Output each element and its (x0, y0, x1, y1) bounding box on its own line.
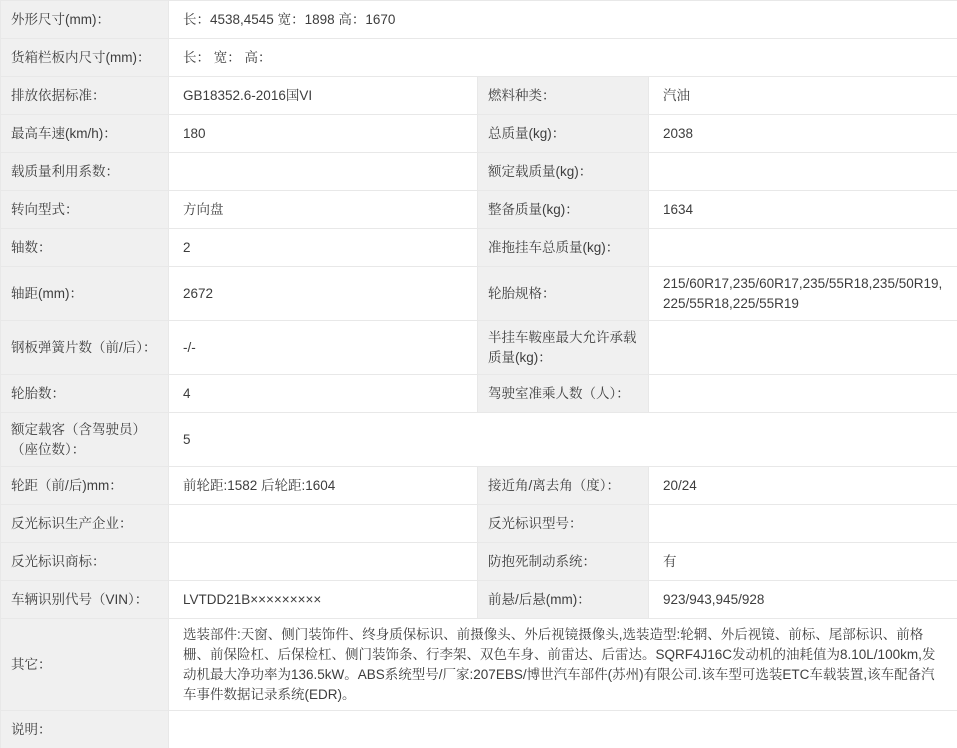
value-reflective-marking-model (649, 505, 957, 543)
value-steering-type: 方向盘 (169, 191, 478, 229)
value-load-utilization-factor (169, 153, 478, 191)
table-row-speed-mass (1, 115, 957, 153)
value-rated-load-mass (649, 153, 957, 191)
value-cargo-box-inner-dimensions: 长： 宽： 高： (169, 39, 957, 77)
table-row-leaf-spring-fifth-wheel (1, 321, 957, 375)
label-cab-seating-capacity: 驾驶室准乘人数（人）： (478, 375, 649, 413)
value-abs-system: 有 (649, 543, 957, 581)
value-tire-count: 4 (169, 375, 478, 413)
value-max-speed: 180 (169, 115, 478, 153)
label-wheelbase: 轴距(mm)： (1, 267, 169, 321)
label-emission-standard: 排放依据标准： (1, 77, 169, 115)
value-leaf-spring-count: -/- (169, 321, 478, 375)
table-row-tire-count-cab-seats (1, 375, 957, 413)
table-row-axles-trailer-mass (1, 229, 957, 267)
table-row-emission-fuel (1, 77, 957, 115)
table-row-load-factor-rated-load (1, 153, 957, 191)
value-total-mass: 2038 (649, 115, 957, 153)
value-exterior-dimensions: 长：4538,4545 宽：1898 高：1670 (169, 1, 957, 39)
value-tire-spec: 215/60R17,235/60R17,235/55R18,235/50R19,225/55R18,225/55R19 (649, 267, 957, 321)
label-remarks: 说明： (1, 711, 169, 748)
label-exterior-dimensions: 外形尺寸(mm)： (1, 1, 169, 39)
label-steering-type: 转向型式： (1, 191, 169, 229)
value-curb-mass: 1634 (649, 191, 957, 229)
table-row-reflective-manufacturer-model (1, 505, 957, 543)
value-reflective-marking-trademark (169, 543, 478, 581)
table-row-exterior-dimensions (1, 1, 957, 39)
value-rated-passengers: 5 (169, 413, 957, 467)
label-track-width: 轮距（前/后)mm： (1, 467, 169, 505)
table-row-steering-curb-mass (1, 191, 957, 229)
label-reflective-marking-model: 反光标识型号： (478, 505, 649, 543)
value-remarks (169, 711, 957, 748)
value-trailer-total-mass (649, 229, 957, 267)
value-track-width: 前轮距:1582 后轮距:1604 (169, 467, 478, 505)
value-approach-departure-angle: 20/24 (649, 467, 957, 505)
label-fifth-wheel-load: 半挂车鞍座最大允许承载质量(kg)： (478, 321, 649, 375)
label-tire-count: 轮胎数： (1, 375, 169, 413)
value-emission-standard: GB18352.6-2016国VI (169, 77, 478, 115)
label-fuel-type: 燃料种类： (478, 77, 649, 115)
value-vin: LVTDD21B××××××××× (169, 581, 478, 619)
table-row-remarks (1, 711, 957, 748)
label-front-rear-overhang: 前悬/后悬(mm)： (478, 581, 649, 619)
value-cab-seating-capacity (649, 375, 957, 413)
table-row-track-angles (1, 467, 957, 505)
label-other: 其它： (1, 619, 169, 711)
value-fuel-type: 汽油 (649, 77, 957, 115)
label-max-speed: 最高车速(km/h)： (1, 115, 169, 153)
value-fifth-wheel-load (649, 321, 957, 375)
label-cargo-box-inner-dimensions: 货箱栏板内尺寸(mm)： (1, 39, 169, 77)
table-row-reflective-trademark-abs (1, 543, 957, 581)
value-other: 选装部件:天窗、侧门装饰件、终身质保标识、前摄像头、外后视镜摄像头,选装造型:轮辋、外后视镜、前标、尾部标识、前格栅、前保险杠、后保检杠、侧门装饰条、行李架、双色车身、前雷达、后雷达。SQRF4J16C发动机的油耗值为8.10L/100km,发动机最大净功率为136.5kW。ABS系统型号/厂家:207EBS/博世汽车部件(苏州)有限公司.该车型可选装ETC车载装置,该车配备汽车事件数据记录系统(EDR)。 (169, 619, 957, 711)
table-row-cargo-box-inner-dimensions (1, 39, 957, 77)
value-reflective-marking-manufacturer (169, 505, 478, 543)
label-total-mass: 总质量(kg)： (478, 115, 649, 153)
value-wheelbase: 2672 (169, 267, 478, 321)
label-abs-system: 防抱死制动系统： (478, 543, 649, 581)
label-load-utilization-factor: 载质量利用系数： (1, 153, 169, 191)
value-front-rear-overhang: 923/943,945/928 (649, 581, 957, 619)
label-reflective-marking-trademark: 反光标识商标： (1, 543, 169, 581)
label-vin: 车辆识别代号（VIN）： (1, 581, 169, 619)
table-row-wheelbase-tires (1, 267, 957, 321)
label-rated-passengers: 额定载客（含驾驶员）（座位数）： (1, 413, 169, 467)
label-rated-load-mass: 额定载质量(kg)： (478, 153, 649, 191)
label-trailer-total-mass: 准拖挂车总质量(kg)： (478, 229, 649, 267)
label-approach-departure-angle: 接近角/离去角（度）： (478, 467, 649, 505)
value-axle-count: 2 (169, 229, 478, 267)
label-curb-mass: 整备质量(kg)： (478, 191, 649, 229)
label-leaf-spring-count: 钢板弹簧片数（前/后）： (1, 321, 169, 375)
table-row-vin-overhang (1, 581, 957, 619)
table-row-other (1, 619, 957, 711)
label-tire-spec: 轮胎规格： (478, 267, 649, 321)
label-axle-count: 轴数： (1, 229, 169, 267)
table-row-rated-passengers (1, 413, 957, 467)
label-reflective-marking-manufacturer: 反光标识生产企业： (1, 505, 169, 543)
